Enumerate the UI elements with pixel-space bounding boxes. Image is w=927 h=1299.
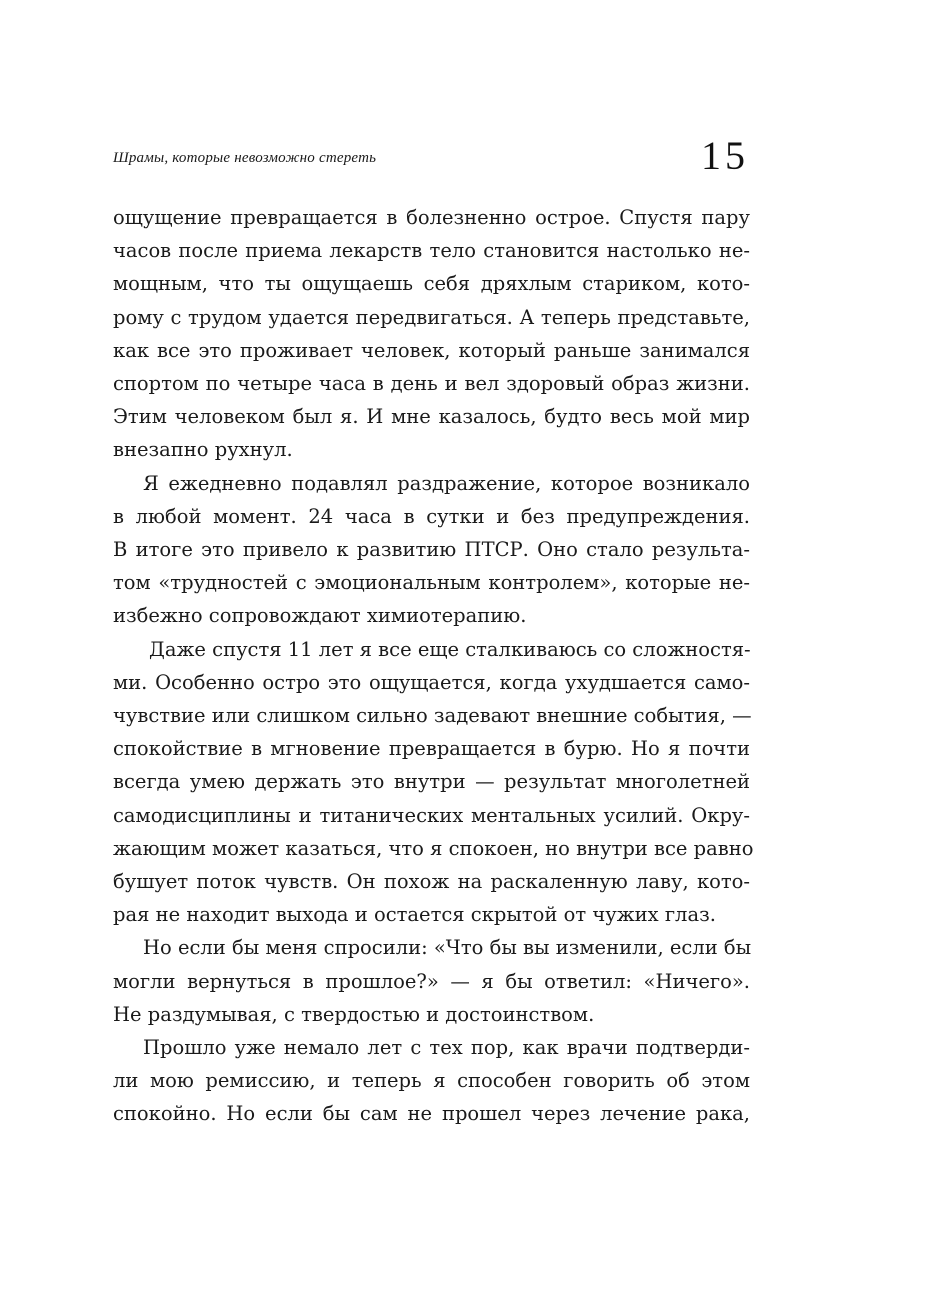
paragraph-3 <box>113 633 754 932</box>
text-line: спокойно. Но если бы сам не прошел через лечение рака, <box>113 1102 750 1126</box>
text-line: рому с трудом удается передвигаться. А теперь представьте, <box>113 305 750 329</box>
text-line: могли вернуться в прошлое?» — я бы ответил: «Ничего». <box>113 969 750 993</box>
text-line: том «трудностей с эмоциональным контролем», которые не- <box>113 571 750 595</box>
page-number: 15 <box>701 133 749 178</box>
text-line: Я ежедневно подавлял раздражение, которое возникало <box>143 471 750 495</box>
text-line: ми. Особенно остро это ощущается, когда ухудшается само- <box>113 670 750 694</box>
text-line: В итоге это привело к развитию ПТСР. Оно стало результа- <box>113 538 750 562</box>
text-line: бушует поток чувств. Он похож на раскаленную лаву, кото- <box>113 870 750 894</box>
text-line: Но если бы меня спросили: «Что бы вы изменили, если бы <box>143 936 752 960</box>
text-line: жающим может казаться, что я спокоен, но внутри все равно <box>113 836 754 860</box>
running-title: Шрамы, которые невозможно стереть <box>113 150 377 166</box>
text-line: рая не находит выхода и остается скрытой от чужих глаз. <box>113 903 716 927</box>
text-line: самодисциплины и титанических ментальных усилий. Окру- <box>113 803 750 827</box>
paragraph-4 <box>113 931 750 1031</box>
text-line: в любой момент. 24 часа в сутки и без предупреждения. <box>113 504 750 528</box>
text-line: Этим человеком был я. И мне казалось, будто весь мой мир <box>113 405 750 429</box>
text-line: как все это проживает человек, который раньше занимался <box>113 338 750 362</box>
text-line: избежно сопровождают химиотерапию. <box>113 604 527 628</box>
paragraph-2 <box>113 467 750 633</box>
text-line: чувствие или слишком сильно задевают внешние события, — <box>113 704 752 728</box>
text-line: ощущение превращается в болезненно острое. Спустя пару <box>113 206 750 229</box>
text-line: спортом по четыре часа в день и вел здоровый образ жизни. <box>113 372 750 396</box>
text-line: Не раздумывая, с твердостью и достоинством. <box>113 1002 595 1026</box>
body-text <box>113 201 754 1131</box>
paragraph-5 <box>113 1031 750 1131</box>
text-line: мощным, что ты ощущаешь себя дряхлым стариком, кото- <box>113 272 750 296</box>
text-line: Даже спустя 11 лет я все еще сталкиваюсь со сложностя- <box>149 637 751 661</box>
text-line: всегда умею держать это внутри — результат многолетней <box>113 770 750 794</box>
text-line: внезапно рухнул. <box>113 438 293 462</box>
paragraph-1 <box>113 201 750 467</box>
text-line: ли мою ремиссию, и теперь я способен говорить об этом <box>113 1069 750 1093</box>
text-line: Прошло уже немало лет с тех пор, как врачи подтверди- <box>143 1036 750 1060</box>
text-line: спокойствие в мгновение превращается в бурю. Но я почти <box>113 737 750 761</box>
text-line: часов после приема лекарств тело становится настолько не- <box>113 239 750 263</box>
